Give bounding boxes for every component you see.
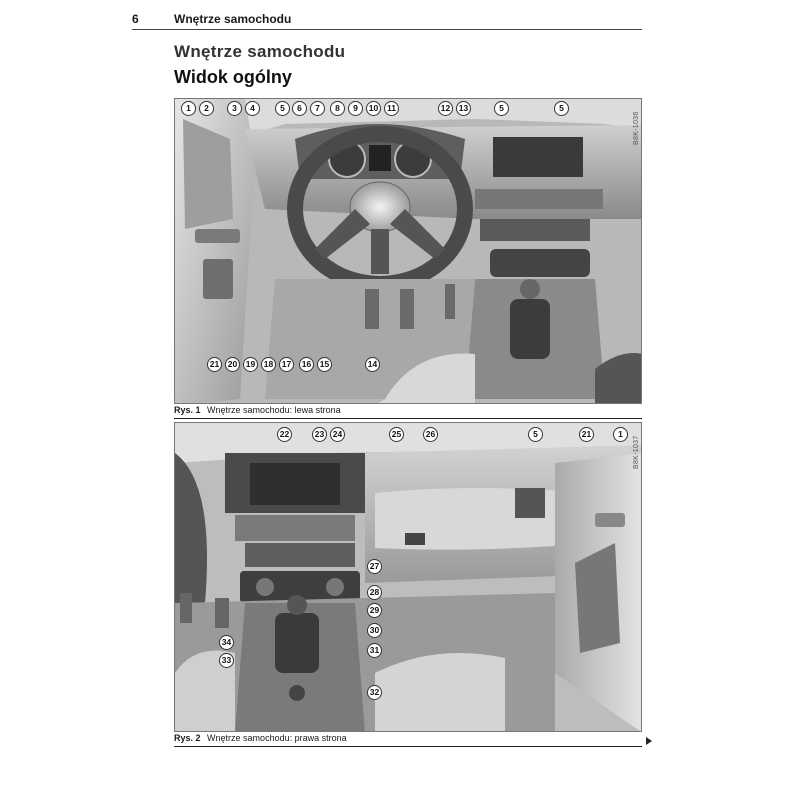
callout-marker: 11	[384, 101, 399, 116]
callout-marker: 30	[367, 623, 382, 638]
callout-marker: 6	[292, 101, 307, 116]
figure-id: B8K-1037	[633, 435, 640, 469]
callout-marker: 3	[227, 101, 242, 116]
caption-label: Rys. 2	[174, 733, 201, 743]
figure-right-interior	[174, 422, 642, 732]
figure-id: B8K-1036	[633, 111, 640, 145]
callout-marker: 16	[299, 357, 314, 372]
callout-marker: 20	[225, 357, 240, 372]
callout-marker: 23	[312, 427, 327, 442]
callout-marker: 31	[367, 643, 382, 658]
callout-marker: 19	[243, 357, 258, 372]
callout-marker: 22	[277, 427, 292, 442]
page-header	[132, 12, 640, 30]
callout-marker: 27	[367, 559, 382, 574]
header-rule	[132, 29, 642, 30]
running-title: Wnętrze samochodu	[174, 12, 292, 26]
section-subtitle: Widok ogólny	[174, 67, 292, 87]
page-number: 6	[132, 12, 139, 26]
callout-marker: 9	[348, 101, 363, 116]
callout-marker: 12	[438, 101, 453, 116]
figure-caption	[174, 733, 642, 747]
callout-marker: 5	[494, 101, 509, 116]
callout-marker: 14	[365, 357, 380, 372]
callout-marker: 1	[181, 101, 196, 116]
callout-marker: 15	[317, 357, 332, 372]
callout-marker: 33	[219, 653, 234, 668]
callout-marker: 32	[367, 685, 382, 700]
caption-label: Rys. 1	[174, 405, 201, 415]
callout-marker: 10	[366, 101, 381, 116]
callout-marker: 5	[275, 101, 290, 116]
callout-marker: 7	[310, 101, 325, 116]
callout-marker: 17	[279, 357, 294, 372]
callout-marker: 21	[207, 357, 222, 372]
section-title: Wnętrze samochodu	[174, 42, 346, 61]
callout-marker: 13	[456, 101, 471, 116]
callout-marker: 24	[330, 427, 345, 442]
callout-marker: 1	[613, 427, 628, 442]
callout-marker: 21	[579, 427, 594, 442]
right-interior-illustration	[175, 423, 642, 732]
figure-caption	[174, 405, 642, 419]
callout-marker: 2	[199, 101, 214, 116]
caption-text: Wnętrze samochodu: lewa strona	[207, 405, 341, 415]
caption-text: Wnętrze samochodu: prawa strona	[207, 733, 347, 743]
callout-marker: 8	[330, 101, 345, 116]
callout-marker: 34	[219, 635, 234, 650]
callout-marker: 29	[367, 603, 382, 618]
callout-marker: 5	[554, 101, 569, 116]
callout-marker: 25	[389, 427, 404, 442]
callout-marker: 26	[423, 427, 438, 442]
callout-marker: 5	[528, 427, 543, 442]
callout-marker: 28	[367, 585, 382, 600]
figure-left-interior	[174, 98, 642, 404]
triangle-right-icon	[646, 737, 652, 745]
callout-marker: 4	[245, 101, 260, 116]
callout-marker: 18	[261, 357, 276, 372]
